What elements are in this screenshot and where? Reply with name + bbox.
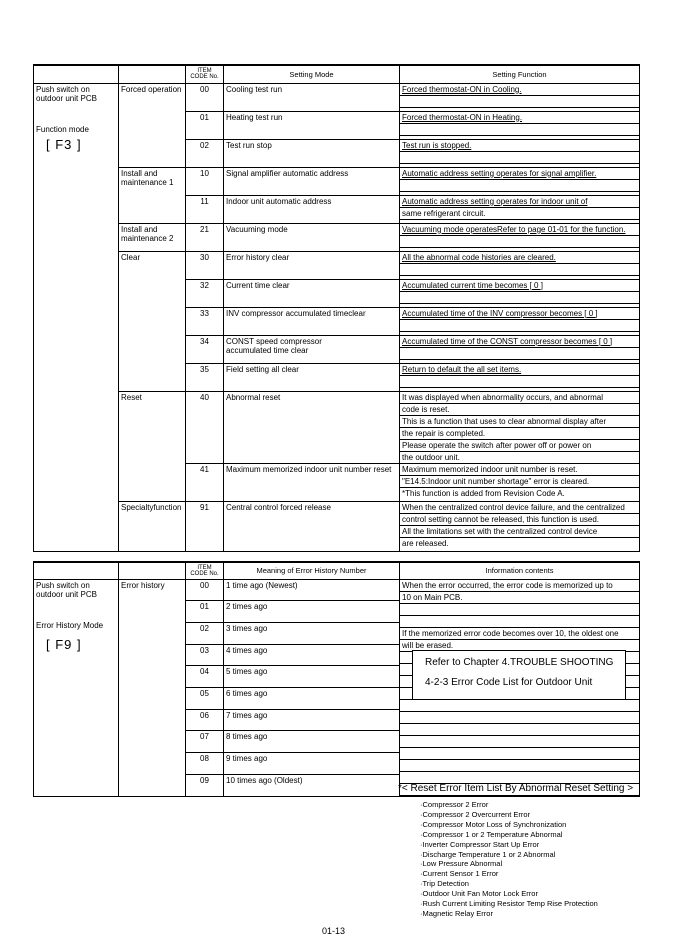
push-switch-label-2: outdoor unit PCB [36,589,97,599]
item-code: 02 [186,622,224,644]
history-meaning: 2 times ago [224,601,400,623]
setting-mode: Field setting all clear [224,363,400,391]
function-mode-left-cell [34,83,119,551]
item-code-header: ITEM CODE No. [186,65,224,83]
list-item: · Current Sensor 1 Error [420,869,598,879]
page-number: 01-13 [322,926,346,936]
function-mode-code: [ F3 ] [46,136,82,152]
setting-mode: Maximum memorized indoor unit number reset [224,463,400,501]
history-meaning: 3 times ago [224,622,400,644]
item-code-header: ITEM CODE No. [186,562,224,579]
item-code: 32 [186,279,224,307]
setting-mode: Central control forced release [224,501,400,551]
item-code: 35 [186,363,224,391]
error-history-left-cell [34,579,119,796]
item-code: 07 [186,731,224,753]
history-meaning: 4 times ago [224,644,400,666]
setting-function: Test run is stopped. [400,139,640,167]
item-code: 09 [186,774,224,796]
list-item: · Magnetic Relay Error [420,909,598,919]
setting-function: Maximum memorized indoor unit number is reset. "E14.5:Indoor unit number shortage" error is cleared. *This function is added from Revision Code A. [400,463,640,501]
setting-function: All the abnormal code histories are cleared. [400,251,640,279]
setting-mode: Current time clear [224,279,400,307]
item-code: 02 [186,139,224,167]
item-code: 34 [186,335,224,363]
push-switch-label-1: Push switch on [36,580,90,590]
item-code: 01 [186,111,224,139]
item-code: 40 [186,391,224,463]
item-code: 03 [186,644,224,666]
setting-mode: Error history clear [224,251,400,279]
setting-function: Accumulated current time becomes [ 0 ] [400,279,640,307]
error-history-mode-code: [ F9 ] [46,636,82,652]
callout-line-1: Refer to Chapter 4.TROUBLE SHOOTING [425,657,614,668]
group-forced-operation: Forced operation [119,83,186,167]
item-code: 06 [186,709,224,731]
setting-function: Automatic address setting operates for signal amplifier. [400,167,640,195]
list-item: · Outdoor Unit Fan Motor Lock Error [420,889,598,899]
history-meaning: 8 times ago [224,731,400,753]
group-error-history: Error history [119,579,186,796]
group-reset: Reset [119,391,186,501]
setting-mode: INV compressor accumulated timeclear [224,307,400,335]
item-code: 10 [186,167,224,195]
meaning-header: Meaning of Error History Number [224,562,400,579]
group-install-maintenance-1: Install and maintenance 1 [119,167,186,223]
setting-function: Automatic address setting operates for indoor unit of same refrigerant circuit. [400,195,640,223]
setting-mode: CONST speed compressor accumulated time clear [224,335,400,363]
item-code: 01 [186,601,224,623]
setting-function: Forced thermostat-ON in Cooling. [400,83,640,111]
setting-function: It was displayed when abnormality occurs, and abnormal code is reset. This is a function that uses to clear abnormal display after the repair is completed. Please operate the switch after power off or power on the outdoor unit. [400,391,640,463]
setting-mode: Vacuuming mode [224,223,400,251]
group-specialty-function: Specialtyfunction [119,501,186,551]
item-code: 21 [186,223,224,251]
history-meaning: 5 times ago [224,666,400,688]
function-mode-label: Function mode [36,124,89,134]
list-item: · Trip Detection [420,879,598,889]
setting-mode: Cooling test run [224,83,400,111]
setting-function: Return to default the all set items. [400,363,640,391]
item-code: 00 [186,579,224,601]
setting-mode: Test run stop [224,139,400,167]
setting-mode: Indoor unit automatic address [224,195,400,223]
reset-list-title: *< Reset Error Item List By Abnormal Reset Setting > [398,783,634,794]
push-switch-label-2: outdoor unit PCB [36,93,97,103]
history-meaning: 10 times ago (Oldest) [224,774,400,796]
error-history-mode-label: Error History Mode [36,620,104,630]
item-code: 33 [186,307,224,335]
setting-mode: Signal amplifier automatic address [224,167,400,195]
item-code: 00 [186,83,224,111]
setting-function: Accumulated time of the INV compressor becomes [ 0 ] [400,307,640,335]
function-mode-table [33,64,640,552]
setting-mode: Heating test run [224,111,400,139]
item-code: 04 [186,666,224,688]
list-item: · Compressor 2 Error [420,800,598,810]
list-item: · Discharge Temperature 1 or 2 Abnormal [420,850,598,860]
setting-function: Vacuuming mode operatesRefer to page 01-01 for the function. [400,223,640,251]
information-contents: When the error occurred, the error code is memorized up to 10 on Main PCB. If the memorized error code becomes over 10, the oldest one will be erased. [400,579,640,796]
history-meaning: 7 times ago [224,709,400,731]
list-item: · Compressor Motor Loss of Synchronization [420,820,598,830]
list-item: · Inverter Compressor Start Up Error [420,840,598,850]
setting-function: Accumulated time of the CONST compressor becomes [ 0 ] [400,335,640,363]
item-code: 05 [186,687,224,709]
group-install-maintenance-2: Install and maintenance 2 [119,223,186,251]
list-item: · Compressor 2 Overcurrent Error [420,810,598,820]
setting-mode: Abnormal reset [224,391,400,463]
list-item: · Rush Current Limiting Resistor Temp Rise Protection [420,899,598,909]
callout-line-2: 4-2-3 Error Code List for Outdoor Unit [425,677,593,688]
item-code: 41 [186,463,224,501]
list-item: · Compressor 1 or 2 Temperature Abnormal [420,830,598,840]
setting-function-header: Setting Function [400,65,640,83]
info-header: Information contents [400,562,640,579]
item-code: 91 [186,501,224,551]
history-meaning: 1 time ago (Newest) [224,579,400,601]
item-code: 08 [186,753,224,775]
trouble-shooting-callout [412,650,626,700]
item-code: 30 [186,251,224,279]
setting-function: When the centralized control device failure, and the centralized control setting cannot be released, this function is used. All the limitations set with the centralized control device are released. [400,501,640,551]
list-item: · Low Pressure Abnormal [420,859,598,869]
push-switch-label-1: Push switch on [36,84,90,94]
item-code: 11 [186,195,224,223]
history-meaning: 9 times ago [224,753,400,775]
group-clear: Clear [119,251,186,391]
setting-function: Forced thermostat-ON in Heating. [400,111,640,139]
setting-mode-header: Setting Mode [224,65,400,83]
reset-error-list [420,800,598,919]
history-meaning: 6 times ago [224,687,400,709]
